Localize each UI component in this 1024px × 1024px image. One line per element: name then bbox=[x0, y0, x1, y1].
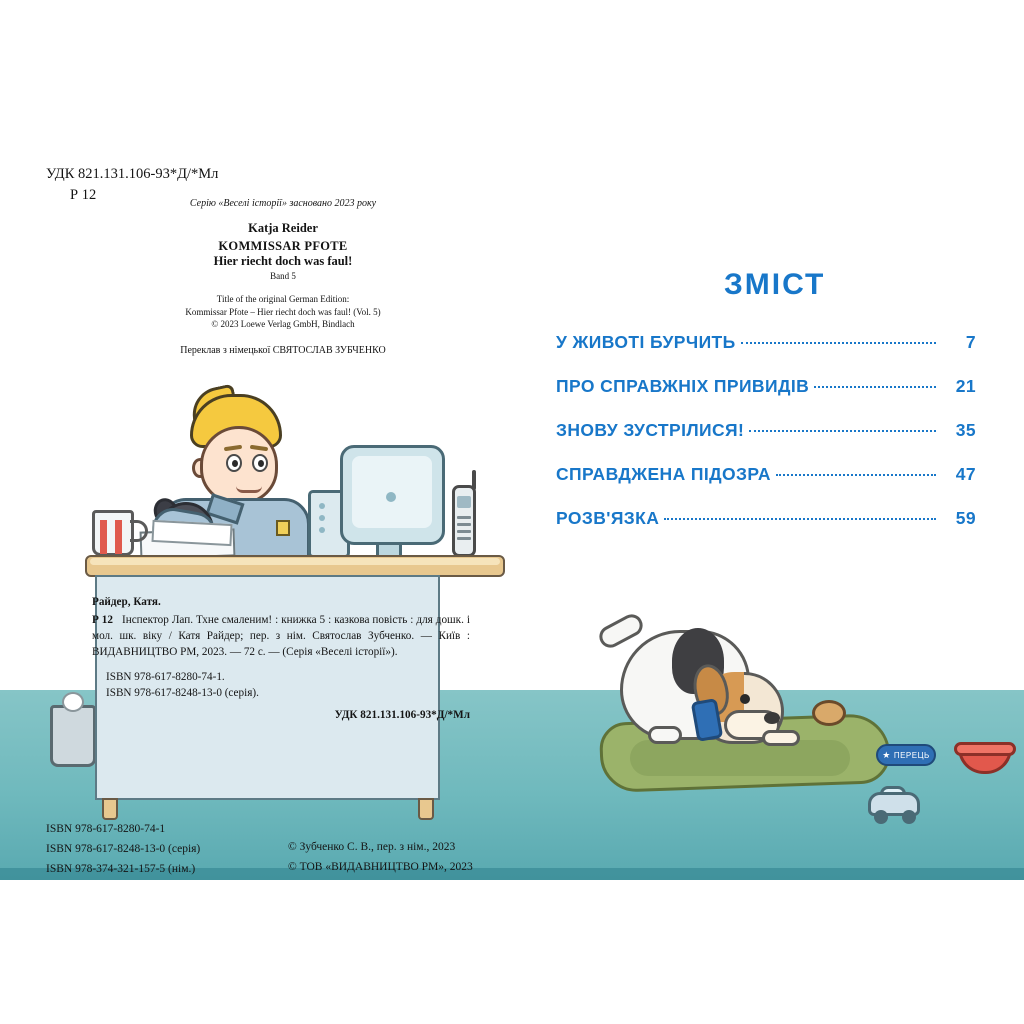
crumpled-paper-icon bbox=[62, 692, 84, 712]
phone-screen bbox=[457, 496, 471, 508]
imprint-block bbox=[118, 198, 448, 356]
toc-entry-label: РОЗВ'ЯЗКА bbox=[556, 508, 660, 528]
toc-entry-page: 35 bbox=[955, 420, 976, 440]
monitor-led bbox=[386, 492, 396, 502]
snail-icon bbox=[812, 700, 846, 726]
dog-nose bbox=[764, 712, 780, 724]
star-icon: ★ bbox=[882, 749, 891, 760]
original-band: Band 5 bbox=[270, 271, 296, 281]
toc-entry-label: У ЖИВОТІ БУРЧИТЬ bbox=[556, 332, 736, 352]
edition-copyright: © 2023 Loewe Verlag GmbH, Bindlach bbox=[211, 319, 355, 330]
toc-leader-dots bbox=[664, 518, 936, 520]
toc-entry-1[interactable] bbox=[556, 332, 976, 353]
toc-entry-4[interactable] bbox=[556, 464, 976, 485]
cip-author-heading: Райдер, Катя. bbox=[92, 596, 161, 608]
desk-leg-left bbox=[102, 798, 118, 820]
original-subtitle: Hier riecht doch was faul! bbox=[213, 254, 353, 268]
toc-entry-page: 47 bbox=[955, 464, 976, 484]
cip-udk-code: УДК 821.131.106-93*Д/*Мл bbox=[334, 709, 470, 722]
original-title: KOMMISSAR PFOTE bbox=[218, 239, 348, 253]
character-mouth bbox=[236, 486, 262, 493]
colophon-isbn-list bbox=[46, 820, 200, 879]
translator-credit: Переклав з німецької СВЯТОСЛАВ ЗУБЧЕНКО bbox=[180, 344, 386, 356]
toc-heading: ЗМІСТ bbox=[724, 268, 826, 301]
edition-note-line-1: Title of the original German Edition: bbox=[216, 294, 350, 304]
paper-sheet bbox=[151, 520, 232, 546]
wastebasket-icon bbox=[50, 705, 96, 767]
police-badge-icon bbox=[276, 520, 290, 536]
pepper-sign-label: ПЕРЕЦЬ bbox=[893, 750, 930, 760]
dog-paw-rear bbox=[648, 726, 682, 744]
original-author: Katja Reider bbox=[248, 221, 318, 235]
dog-paw-front bbox=[762, 730, 800, 746]
toc-entry-2[interactable] bbox=[556, 376, 976, 397]
toc-entry-label: ЗНОВУ ЗУСТРІЛИСЯ! bbox=[556, 420, 745, 440]
toc-leader-dots bbox=[776, 474, 936, 476]
shelf-mark: Р 12 bbox=[70, 187, 97, 204]
toc-leader-dots bbox=[814, 386, 936, 388]
dog-bowl-rim bbox=[954, 742, 1016, 756]
toc-entry-page: 7 bbox=[965, 332, 976, 352]
colophon-isbn-book: ISBN 978-617-8280-74-1 bbox=[46, 823, 166, 835]
cip-isbn-series: ISBN 978-617-8248-13-0 (серія). bbox=[106, 686, 259, 699]
toc-entry-label: СПРАВДЖЕНА ПІДОЗРА bbox=[556, 464, 771, 484]
toy-car-wheel bbox=[874, 810, 888, 824]
toc-entry-page: 21 bbox=[955, 376, 976, 396]
mug-stripe bbox=[100, 520, 107, 554]
pepper-name-sign bbox=[876, 744, 936, 766]
cip-description-text: Інспектор Лап. Тхне смаленим! : книжка 5 : казкова повість : для дошк. і мол. шк. віку / Катя Райдер; пер. з нім. Святослав Зубченко. — Київ : ВИДАВНИЦТВО РМ, 2023. — 72 с. — (Серія «Веселі історії»). bbox=[92, 613, 470, 658]
cip-record bbox=[92, 595, 470, 724]
dog-blanket-shade bbox=[630, 740, 850, 776]
cip-description bbox=[92, 613, 470, 661]
series-note: Серію «Веселі історії» засновано 2023 року bbox=[189, 198, 377, 209]
dog-eye bbox=[740, 694, 750, 704]
copyright-translator: © Зубченко С. В., пер. з нім., 2023 bbox=[288, 841, 456, 853]
cip-shelf-mark: Р 12 bbox=[92, 613, 113, 626]
toc-entry-label: ПРО СПРАВЖНІХ ПРИВИДІВ bbox=[556, 376, 810, 396]
toc-entry-5[interactable] bbox=[556, 508, 976, 529]
edition-note-line-2: Kommissar Pfote – Hier riecht doch was faul! (Vol. 5) bbox=[185, 306, 381, 317]
mug-stripe bbox=[115, 520, 122, 554]
coffee-mug-icon bbox=[92, 510, 134, 556]
toc-leader-dots bbox=[741, 342, 936, 344]
character-pupil-right bbox=[258, 460, 264, 467]
desk-leg-right bbox=[418, 798, 434, 820]
desk-top-highlight bbox=[90, 558, 500, 565]
character-pupil-left bbox=[232, 460, 238, 467]
cip-isbn-book: ISBN 978-617-8280-74-1. bbox=[106, 670, 225, 683]
colophon-copyright-list bbox=[288, 838, 473, 878]
colophon-isbn-series: ISBN 978-617-8248-13-0 (серія) bbox=[46, 842, 201, 855]
toc-leader-dots bbox=[749, 430, 936, 432]
toc-entry-page: 59 bbox=[955, 508, 976, 528]
toy-car-wheel bbox=[902, 810, 916, 824]
colophon-isbn-german: ISBN 978-374-321-157-5 (нім.) bbox=[46, 862, 196, 875]
udk-code: УДК 821.131.106-93*Д/*Мл bbox=[46, 166, 219, 182]
toc-entry-3[interactable] bbox=[556, 420, 976, 441]
toc-list bbox=[556, 332, 976, 552]
phone-keypad bbox=[457, 516, 471, 546]
page-bottom-margin bbox=[0, 880, 1024, 904]
copyright-publisher: © ТОВ «ВИДАВНИЦТВО РМ», 2023 bbox=[288, 860, 473, 873]
